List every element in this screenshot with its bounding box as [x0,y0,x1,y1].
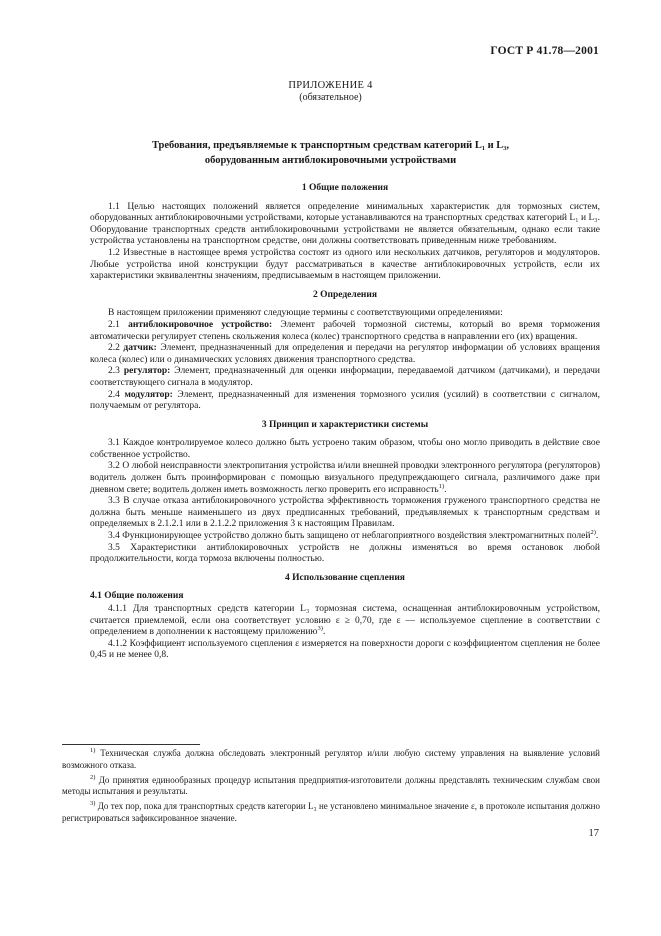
definition-2-2: 2.2 датчик: Элемент, предназначенный для определения и передачи на регулятор информации об условиях вращения колеса (колес) или о динамических условиях движения транспортного средства. [90,343,600,365]
footnote-3: $^{3)}$ До тех пор, пока для транспортных средств категории L₃ не установлено минимальное значение ε, в протоколе испытания должно регистрироваться зафиксированное значение. [62,800,600,823]
document-title-line-2: оборудованным антиблокировочными устройствами [204,155,457,166]
document-body [90,183,600,662]
subsection-4-1-heading: 4.1 Общие положения [90,591,184,602]
paragraph-3-4: 3.4 Функционирующее устройство должно быть защищено от неблагоприятного воздействия электромагнитных полей$^{2)}$. [108,528,599,542]
paragraph-3-3: 3.3 В случае отказа антиблокировочного устройства эффективность торможения груженого транспортного средства не должна быть меньше наименьшего из двух предписанных требований, предъявляемых к транспортным средствам и определяемых в 2.1.2.1 или в 2.1.2.2 приложения 3 к настоящим Правилам. [90,496,600,530]
page-number: 17 [588,828,599,839]
footnote-ref-3: 3) [317,625,323,633]
section-2-heading: 2 Определения [312,289,378,300]
definition-term: регулятор: [123,366,171,377]
section-1-heading: 1 Общие положения [301,183,389,193]
definition-term: модулятор: [124,389,173,400]
definition-2-1: 2.1 антиблокировочное устройство: Элемент рабочей тормозной системы, который во время торможения автоматически регулирует степень скольжения колеса (колес) транспортного средства в направлении его (их) вращения. [90,319,601,342]
definitions-intro: В настоящем приложении применяют следующие термины с соответствующими определениями: [108,308,503,319]
footnote-divider [62,744,200,745]
document-title [90,138,571,168]
paragraph-3-5: 3.5 Характеристики антиблокировочных устройств не должны изменяться во время остановок любой продолжительности, когда тормоза включены полностью. [90,542,600,565]
footnote-ref-1: 1) [438,482,445,490]
section-3-heading: 3 Принцип и характеристики системы [261,419,429,430]
section-4-heading: 4 Использование сцепления [285,572,405,583]
paragraph-3-1: 3.1 Каждое контролируемое колесо должно быть устроено таким образом, чтобы оно могло приводить в действие свое собственное устройство. [90,438,600,460]
definition-term: датчик: [123,343,157,354]
footnote-ref-2: 2) [590,528,596,536]
document-code: ГОСТ Р 41.78—2001 [490,45,599,57]
paragraph-1-1: 1.1 Целью настоящих положений является определение минимальных характеристик для тормозных систем, оборудованных антиблокировочными устройствами, которые устанавливаются на транспортных средствах категорий L₁ и L₃. Оборудование транспортных средств антиблокировочными устройствами не является обязательным, однако если такие устройства установлены на транспортном средстве, они должны соответствовать приведенным ниже требованиям. [90,201,600,247]
paragraph-4-1-1: 4.1.1 Для транспортных средств категории L₃ тормозная система, оснащенная антиблокировочным устройством, считается приемлемой, если она соответствует условию ε ≥ 0,70, где ε — используемое сцепление в соответствии с определением в дополнении к настоящему приложению$^{3)}$. [90,604,600,638]
document-title-line-1: Требования, предъявляемые к транспортным средствам категорий L₁ и L₃, [151,140,510,151]
footnote-2: $^{2)}$ До принятия единообразных процедур испытания предприятия-изготовители должны представлять техническим службам свои методы испытания и результаты. [62,773,600,797]
paragraph-3-2: 3.2 О любой неисправности электропитания устройства и/или внешней проводки электронного регулятора (регуляторов) водитель должен быть проинформирован с помощью визуального предупреждающего сигнала, различимого даже при дневном свете; водитель должен иметь возможность легко проверить его исправность$^{1)}$. [90,461,600,495]
paragraph-4-1-2: 4.1.2 Коэффициент используемого сцепления ε измеряется на поверхности дороги с коэффициентом сцепления не более 0,45 и не менее 0,8. [90,638,600,661]
appendix-subtitle: (обязательное) [299,92,362,103]
appendix-title: ПРИЛОЖЕНИЕ 4 [288,80,373,91]
definition-2-3: 2.3 регулятор: Элемент, предназначенный для оценки информации, передаваемой датчиком (датчиками), и передачи соответствующего сигнала в модулятор. [90,366,600,388]
footnotes [62,748,600,828]
definition-2-4: 2.4 модулятор: Элемент, предназначенный для изменения тормозного усилия (усилий) в соответствии с сигналом, получаемым от регулятора. [90,389,600,412]
footnote-1: $^{1)}$ Техническая служба должна обследовать электронный регулятор и/или любую систему управления на выявление условий возможного отказа. [62,747,600,770]
definition-term: антиблокировочное устройство: [128,319,273,330]
paragraph-1-2: 1.2 Известные в настоящее время устройства состоят из одного или нескольких датчиков, регуляторов и модуляторов. Любые устройства иной конструкции будут рассматриваться в качестве антиблокировочных устройств, если их характеристики эквивалентны значениям, предписываемым в настоящем приложении. [90,247,600,282]
